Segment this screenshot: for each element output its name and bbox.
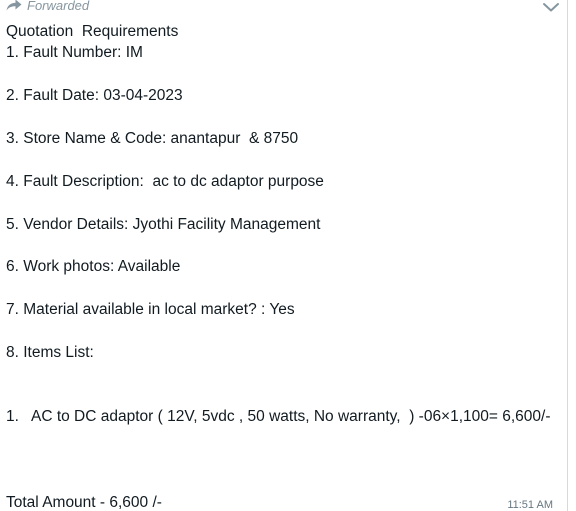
message-timestamp: 11:51 AM bbox=[507, 499, 553, 511]
blank-line bbox=[6, 192, 551, 213]
chevron-down-icon bbox=[542, 2, 560, 13]
blank-line bbox=[6, 235, 551, 256]
forward-arrow-icon bbox=[6, 0, 22, 11]
blank-line bbox=[6, 427, 551, 448]
blank-line bbox=[6, 64, 551, 85]
message-line: 1. AC to DC adaptor ( 12V, 5vdc , 50 watts, No warranty, ) -06×1,100= 6,600/- bbox=[6, 408, 551, 426]
message-line: 6. Work photos: Available bbox=[6, 258, 181, 276]
message-line: 7. Material available in local market? : Yes bbox=[6, 301, 295, 319]
blank-line bbox=[6, 470, 551, 491]
message-line: 3. Store Name & Code: anantapur & 8750 bbox=[6, 129, 299, 147]
blank-line bbox=[6, 149, 551, 170]
message-line: Total Amount - 6,600 /- bbox=[6, 493, 162, 511]
blank-line bbox=[6, 449, 551, 470]
message-line: 5. Vendor Details: Jyothi Facility Management bbox=[6, 215, 321, 233]
chat-divider bbox=[567, 0, 568, 511]
message-line: 2. Fault Date: 03-04-2023 bbox=[6, 87, 183, 105]
blank-line bbox=[6, 320, 551, 341]
blank-line bbox=[6, 278, 551, 299]
blank-line bbox=[6, 107, 551, 128]
message-menu-button[interactable] bbox=[540, 0, 562, 14]
forwarded-indicator bbox=[6, 0, 89, 14]
message-line: Quotation Requirements bbox=[6, 23, 179, 40]
blank-line bbox=[6, 385, 551, 406]
message-line: 8. Items List: bbox=[6, 343, 94, 361]
message-line: 1. Fault Number: IM bbox=[6, 44, 143, 62]
blank-line bbox=[6, 363, 551, 384]
message-text bbox=[6, 21, 551, 511]
forwarded-label: Forwarded bbox=[27, 0, 90, 13]
message-line: 4. Fault Description: ac to dc adaptor purpose bbox=[6, 172, 324, 190]
